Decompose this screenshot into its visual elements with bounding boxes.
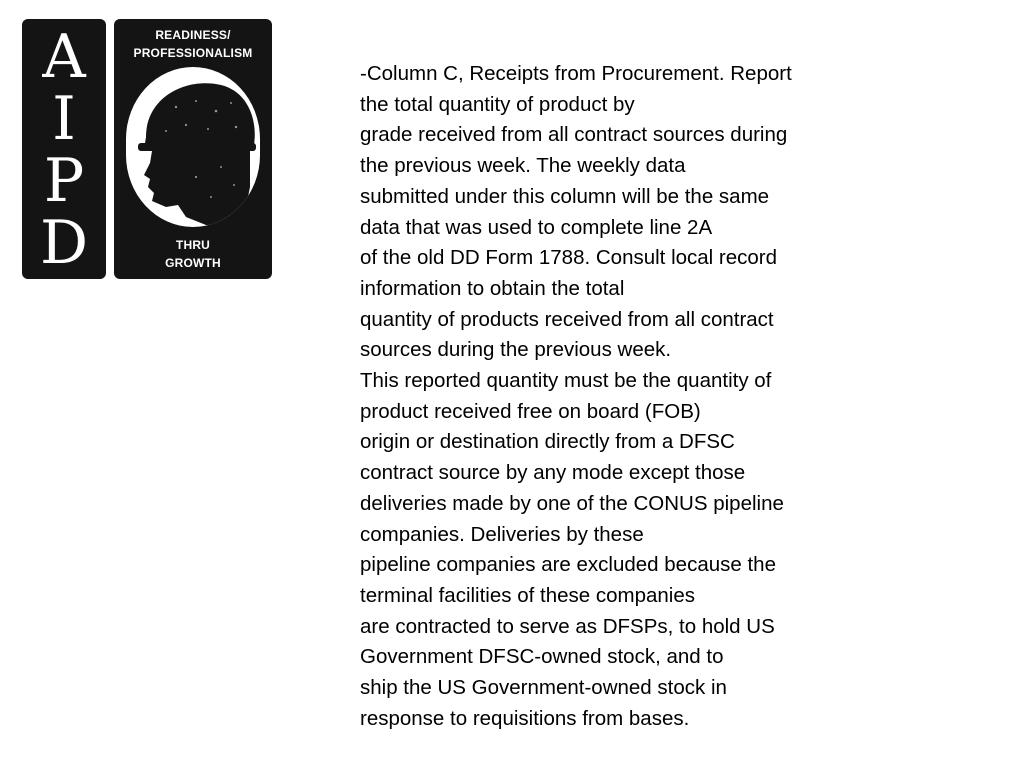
logo-letter-p: P: [43, 146, 85, 216]
logo-emblem-panel: [114, 19, 272, 279]
document-body: [360, 59, 880, 734]
body-line: data that was used to complete line 2A: [360, 215, 713, 239]
body-line: Government DFSC-owned stock, and to: [360, 645, 724, 669]
body-line: terminal facilities of these companies: [360, 583, 695, 607]
body-line: the previous week. The weekly data: [360, 154, 686, 178]
logo-letters-panel: [22, 19, 106, 279]
logo-letter-a: A: [42, 22, 86, 92]
body-line: of the old DD Form 1788. Consult local record: [360, 246, 778, 270]
logo-caption-growth: GROWTH: [165, 256, 221, 270]
body-line: submitted under this column will be the same: [360, 184, 770, 208]
body-line: ship the US Government-owned stock in: [360, 676, 727, 700]
body-line: sources during the previous week.: [360, 338, 672, 362]
body-line: are contracted to serve as DFSPs, to hold US: [360, 614, 775, 638]
body-line: product received free on board (FOB): [360, 399, 701, 423]
body-line: quantity of products received from all contract: [360, 307, 774, 331]
body-line: origin or destination directly from a DFSC: [360, 430, 735, 454]
aipd-logo: [22, 19, 272, 279]
logo-caption-thru: THRU: [175, 238, 211, 252]
logo-caption-professionalism: PROFESSIONALISM: [133, 46, 253, 60]
body-line: the total quantity of product by: [360, 92, 635, 116]
body-line: information to obtain the total: [360, 276, 625, 300]
body-line: This reported quantity must be the quantity of: [360, 369, 772, 393]
body-line: contract source by any mode except those: [360, 461, 746, 485]
logo-letter-d: D: [39, 208, 89, 278]
body-line: pipeline companies are excluded because the: [360, 553, 776, 577]
body-line: grade received from all contract sources during: [360, 123, 788, 147]
body-line: response to requisitions from bases.: [360, 706, 690, 730]
body-line: companies. Deliveries by these: [360, 522, 644, 546]
logo-caption-readiness: READINESS/: [155, 28, 231, 42]
soldier-helmet-profile-icon: [126, 67, 260, 227]
body-line: deliveries made by one of the CONUS pipeline: [360, 491, 784, 515]
logo-letter-i: I: [52, 84, 76, 154]
body-line: -Column C, Receipts from Procurement. Report: [360, 62, 792, 85]
